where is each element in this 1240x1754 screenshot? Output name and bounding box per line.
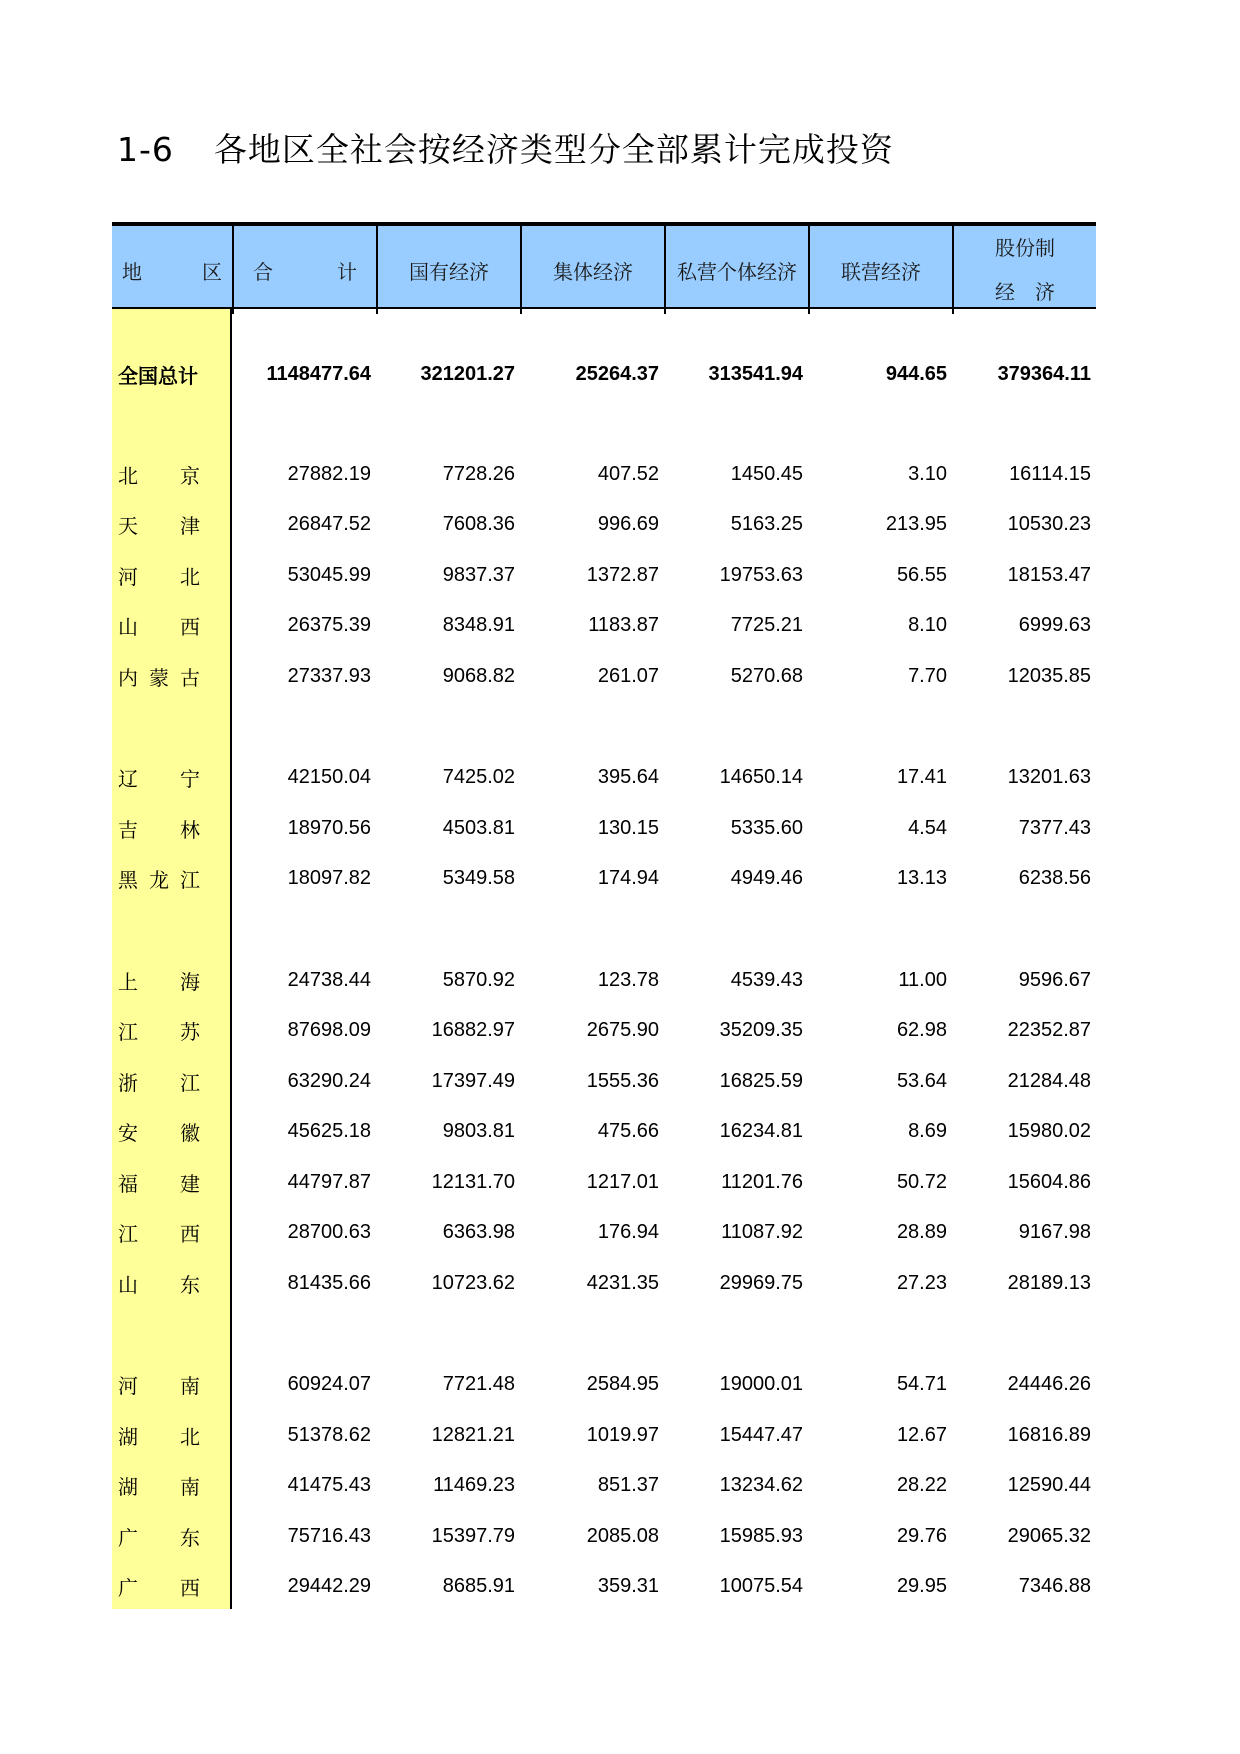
table-row — [112, 656, 1096, 696]
region-name-char: 蒙 — [149, 665, 169, 690]
value-cell: 15985.93 — [719, 1524, 803, 1547]
value-cell: 15604.86 — [1007, 1170, 1091, 1193]
value-cell: 11201.76 — [721, 1170, 803, 1193]
value-cell: 176.94 — [597, 1221, 659, 1243]
value-cell: 13.13 — [896, 867, 947, 889]
value-cell: 475.66 — [597, 1120, 659, 1142]
value-cell: 261.07 — [597, 664, 659, 687]
total-value-sum: 1148477.64 — [266, 362, 371, 385]
value-cell: 1450.45 — [730, 462, 803, 485]
table-row — [112, 1567, 1096, 1607]
value-cell: 16234.81 — [719, 1120, 803, 1142]
title-number: 1-6 — [117, 130, 174, 169]
region-name-char: 广 — [118, 1525, 138, 1550]
value-cell: 12035.85 — [1007, 664, 1091, 687]
region-name-char: 西 — [180, 1576, 200, 1600]
value-cell: 407.52 — [597, 462, 659, 485]
table-row — [112, 1466, 1096, 1506]
value-cell: 996.69 — [597, 513, 659, 535]
total-value-private: 313541.94 — [708, 362, 803, 385]
table-body — [112, 309, 1096, 1609]
table-row — [112, 454, 1096, 494]
value-cell: 9596.67 — [1018, 968, 1091, 991]
value-cell: 53.64 — [896, 1069, 947, 1092]
value-cell: 5270.68 — [730, 664, 803, 687]
value-cell: 28189.13 — [1007, 1271, 1091, 1294]
region-name-char: 北 — [180, 564, 200, 589]
value-cell: 63290.24 — [287, 1069, 371, 1092]
value-cell: 851.37 — [597, 1474, 659, 1496]
value-cell: 4231.35 — [586, 1271, 659, 1294]
value-cell: 18153.47 — [1007, 563, 1091, 586]
region-name — [112, 1117, 232, 1146]
table-row — [112, 808, 1096, 848]
value-cell: 1183.87 — [588, 614, 659, 636]
value-cell: 51378.62 — [287, 1423, 371, 1446]
region-name-char: 河 — [118, 564, 138, 589]
region-name — [112, 1269, 232, 1298]
value-cell: 29065.32 — [1007, 1524, 1091, 1547]
value-cell: 27337.93 — [287, 664, 371, 687]
table-row — [112, 606, 1096, 646]
value-cell: 19753.63 — [719, 563, 803, 586]
value-cell: 28.89 — [896, 1221, 947, 1243]
region-name — [112, 611, 232, 640]
table-row — [112, 1365, 1096, 1405]
value-cell: 81435.66 — [287, 1271, 371, 1294]
value-cell: 7346.88 — [1018, 1575, 1091, 1597]
region-name-char: 北 — [180, 1424, 200, 1449]
value-cell: 1372.87 — [586, 563, 659, 586]
total-row — [112, 354, 1096, 394]
value-cell: 12.67 — [896, 1423, 947, 1446]
value-cell: 2675.90 — [586, 1019, 659, 1041]
value-cell: 53045.99 — [287, 563, 371, 586]
region-name-char: 辽 — [118, 767, 138, 791]
value-cell: 16825.59 — [719, 1069, 803, 1092]
value-cell: 359.31 — [597, 1575, 659, 1597]
value-cell: 16882.97 — [431, 1019, 515, 1041]
value-cell: 1217.01 — [586, 1170, 659, 1193]
value-cell: 15980.02 — [1007, 1120, 1091, 1142]
value-cell: 3.10 — [908, 462, 947, 485]
value-cell: 16816.89 — [1007, 1423, 1091, 1446]
table-row — [112, 960, 1096, 1000]
value-cell: 5870.92 — [442, 968, 515, 991]
region-name — [112, 1421, 232, 1450]
value-cell: 29442.29 — [287, 1575, 371, 1597]
header-total: 合 计 — [232, 226, 376, 314]
value-cell: 12821.21 — [431, 1423, 515, 1446]
value-cell: 174.94 — [597, 867, 659, 889]
value-cell: 4539.43 — [730, 968, 803, 991]
value-cell: 6363.98 — [442, 1221, 515, 1243]
region-name-char: 京 — [180, 463, 200, 488]
total-value-shareholding: 379364.11 — [997, 362, 1091, 385]
title-text: 各地区全社会按经济类型分全部累计完成投资 — [213, 130, 894, 169]
value-cell: 28700.63 — [287, 1221, 371, 1243]
table-row — [112, 1415, 1096, 1455]
region-name-char: 龙 — [149, 868, 169, 892]
region-name-char: 北 — [118, 463, 138, 488]
table-row — [112, 1011, 1096, 1051]
region-name-char: 浙 — [118, 1070, 138, 1095]
value-cell: 1019.97 — [586, 1423, 659, 1446]
value-cell: 11087.92 — [721, 1221, 803, 1243]
region-name-char: 东 — [180, 1525, 200, 1550]
value-cell: 130.15 — [597, 816, 659, 839]
value-cell: 27882.19 — [287, 462, 371, 485]
value-cell: 8348.91 — [442, 614, 515, 636]
total-value-joint: 944.65 — [885, 362, 947, 385]
value-cell: 15397.79 — [431, 1524, 515, 1547]
region-name-char: 吉 — [118, 817, 138, 842]
region-name — [112, 1168, 232, 1197]
value-cell: 29.95 — [896, 1575, 947, 1597]
value-cell: 11.00 — [898, 968, 947, 991]
value-cell: 41475.43 — [287, 1474, 371, 1496]
total-value-collective: 25264.37 — [575, 362, 659, 385]
total-value-state-owned: 321201.27 — [420, 362, 515, 385]
region-name-char: 西 — [180, 615, 200, 639]
value-cell: 10723.62 — [431, 1271, 515, 1294]
value-cell: 4.54 — [908, 816, 947, 839]
region-name-char: 江 — [118, 1222, 138, 1246]
value-cell: 5335.60 — [730, 816, 803, 839]
value-cell: 7377.43 — [1018, 816, 1091, 839]
region-name — [112, 1471, 232, 1500]
value-cell: 44797.87 — [287, 1170, 371, 1193]
table-row — [112, 1213, 1096, 1253]
region-name-char: 古 — [180, 665, 200, 690]
value-cell: 2085.08 — [586, 1524, 659, 1547]
header-joint-venture: 联营经济 — [808, 226, 952, 314]
region-name-char: 津 — [180, 514, 200, 538]
total-label: 全国总计 — [118, 363, 198, 388]
region-name — [112, 460, 232, 489]
region-name-char: 南 — [180, 1374, 200, 1398]
value-cell: 10075.54 — [719, 1575, 803, 1597]
value-cell: 9837.37 — [442, 563, 515, 586]
region-name — [112, 1067, 232, 1096]
value-cell: 7728.26 — [442, 462, 515, 485]
value-cell: 7725.21 — [730, 614, 803, 636]
value-cell: 16114.15 — [1009, 462, 1091, 485]
value-cell: 54.71 — [896, 1373, 947, 1395]
region-name-char: 徽 — [180, 1121, 200, 1145]
value-cell: 13201.63 — [1007, 766, 1091, 788]
region-name — [112, 763, 232, 792]
value-cell: 8.10 — [908, 614, 947, 636]
header-region: 地 区 — [122, 259, 222, 284]
region-name — [112, 1016, 232, 1045]
value-cell: 14650.14 — [719, 766, 803, 788]
table-row — [112, 555, 1096, 595]
page-title — [117, 124, 894, 171]
value-cell: 5349.58 — [442, 867, 515, 889]
value-cell: 4503.81 — [442, 816, 515, 839]
value-cell: 56.55 — [896, 563, 947, 586]
region-name-char: 湖 — [118, 1475, 138, 1499]
region-name-char: 江 — [180, 868, 200, 892]
value-cell: 13234.62 — [719, 1474, 803, 1496]
table-row — [112, 1112, 1096, 1152]
region-name-char: 南 — [180, 1475, 200, 1499]
value-cell: 27.23 — [896, 1271, 947, 1294]
value-cell: 50.72 — [896, 1170, 947, 1193]
header-collective: 集体经济 — [520, 226, 664, 314]
region-name — [112, 864, 232, 893]
value-cell: 87698.09 — [287, 1019, 371, 1041]
region-name — [112, 510, 232, 539]
region-name-char: 上 — [118, 969, 138, 994]
investment-table — [112, 222, 1096, 1609]
header-private-individual: 私营个体经济 — [664, 226, 808, 314]
value-cell: 26847.52 — [287, 513, 371, 535]
table-row — [112, 758, 1096, 798]
region-name-char: 天 — [118, 514, 138, 538]
value-cell: 8685.91 — [442, 1575, 515, 1597]
region-name-char: 福 — [118, 1171, 138, 1196]
table-header — [112, 226, 1096, 309]
value-cell: 7721.48 — [442, 1373, 515, 1395]
header-state-owned: 国有经济 — [376, 226, 520, 314]
region-name-char: 建 — [180, 1171, 200, 1196]
value-cell: 12590.44 — [1007, 1474, 1091, 1496]
value-cell: 35209.35 — [719, 1019, 803, 1041]
value-cell: 62.98 — [896, 1019, 947, 1041]
value-cell: 1555.36 — [586, 1069, 659, 1092]
value-cell: 7425.02 — [442, 766, 515, 788]
value-cell: 19000.01 — [719, 1373, 803, 1395]
value-cell: 15447.47 — [719, 1423, 803, 1446]
value-cell: 9803.81 — [442, 1120, 515, 1142]
value-cell: 4949.46 — [730, 867, 803, 889]
region-name-char: 山 — [118, 1272, 138, 1297]
table-row — [112, 1162, 1096, 1202]
value-cell: 6999.63 — [1018, 614, 1091, 636]
region-name-char: 海 — [180, 969, 200, 994]
table-row — [112, 1061, 1096, 1101]
table-row — [112, 1516, 1096, 1556]
value-cell: 7.70 — [908, 664, 947, 687]
value-cell: 42150.04 — [287, 766, 371, 788]
region-name-char: 内 — [118, 665, 138, 690]
value-cell: 123.78 — [597, 968, 659, 991]
value-cell: 22352.87 — [1007, 1019, 1091, 1041]
region-name-char: 黑 — [118, 868, 138, 892]
region-name-char: 湖 — [118, 1424, 138, 1449]
region-name — [112, 1522, 232, 1551]
value-cell: 9068.82 — [442, 664, 515, 687]
region-name-char: 西 — [180, 1222, 200, 1246]
value-cell: 11469.23 — [433, 1474, 515, 1496]
region-name — [112, 1218, 232, 1247]
value-cell: 213.95 — [885, 513, 947, 535]
region-name-char: 江 — [118, 1020, 138, 1044]
region-name — [112, 1572, 232, 1601]
value-cell: 24446.26 — [1007, 1373, 1091, 1395]
value-cell: 5163.25 — [730, 513, 803, 535]
value-cell: 17397.49 — [431, 1069, 515, 1092]
value-cell: 2584.95 — [586, 1373, 659, 1395]
value-cell: 18097.82 — [287, 867, 371, 889]
region-name-char: 江 — [180, 1070, 200, 1095]
value-cell: 10530.23 — [1007, 513, 1091, 535]
value-cell: 28.22 — [896, 1474, 947, 1496]
header-shareholding: 股份制 经 济 — [952, 226, 1096, 314]
value-cell: 12131.70 — [431, 1170, 515, 1193]
region-name-char: 河 — [118, 1374, 138, 1398]
value-cell: 18970.56 — [287, 816, 371, 839]
value-cell: 75716.43 — [287, 1524, 371, 1547]
region-name — [112, 1370, 232, 1399]
value-cell: 21284.48 — [1007, 1069, 1091, 1092]
region-name — [112, 814, 232, 843]
value-cell: 26375.39 — [287, 614, 371, 636]
value-cell: 29969.75 — [719, 1271, 803, 1294]
value-cell: 9167.98 — [1018, 1221, 1091, 1243]
value-cell: 6238.56 — [1018, 867, 1091, 889]
value-cell: 7608.36 — [442, 513, 515, 535]
table-row — [112, 505, 1096, 545]
value-cell: 395.64 — [597, 766, 659, 788]
value-cell: 29.76 — [896, 1524, 947, 1547]
region-name — [112, 662, 232, 691]
value-cell: 8.69 — [908, 1120, 947, 1142]
value-cell: 45625.18 — [287, 1120, 371, 1142]
region-name — [112, 561, 232, 590]
table-row — [112, 859, 1096, 899]
table-row — [112, 1263, 1096, 1303]
region-name-char: 广 — [118, 1576, 138, 1600]
region-name — [112, 966, 232, 995]
region-name-char: 林 — [180, 817, 200, 842]
value-cell: 24738.44 — [287, 968, 371, 991]
region-name-char: 苏 — [180, 1020, 200, 1044]
region-name-char: 安 — [118, 1121, 138, 1145]
region-name-char: 东 — [180, 1272, 200, 1297]
value-cell: 17.41 — [896, 766, 947, 788]
value-cell: 60924.07 — [287, 1373, 371, 1395]
region-name-char: 宁 — [180, 767, 200, 791]
region-name-char: 山 — [118, 615, 138, 639]
